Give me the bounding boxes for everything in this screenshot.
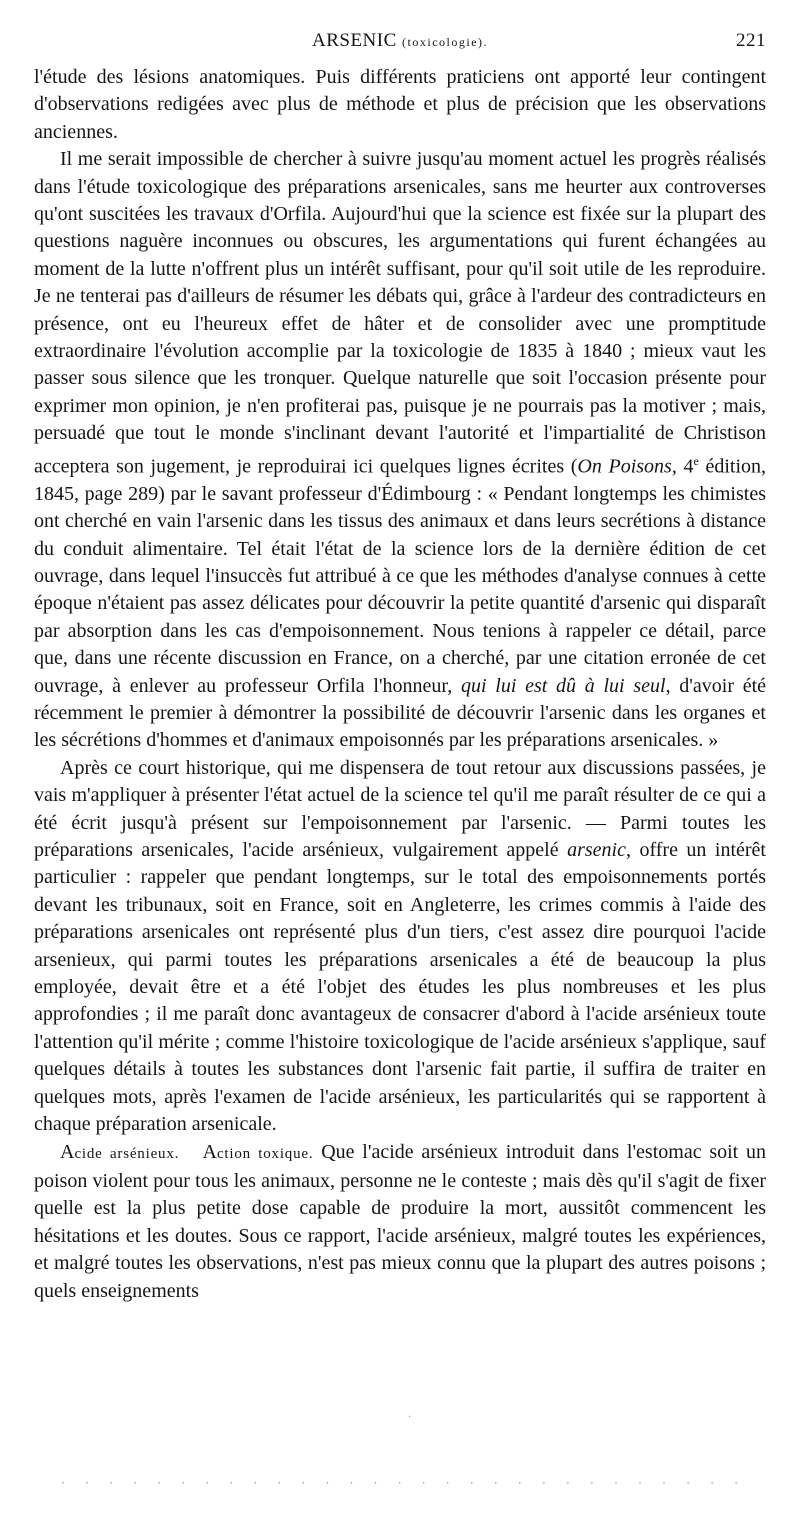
running-title xyxy=(34,30,766,52)
emphasis: qui lui est dû à lui seul xyxy=(461,674,666,697)
edition-superscript: e xyxy=(693,453,699,468)
running-title-sub: (toxicologie). xyxy=(402,35,489,49)
text-run: , 4 xyxy=(671,455,694,478)
paragraph-acide-arsenieux xyxy=(34,1139,766,1305)
body-text xyxy=(34,64,766,1305)
page-number: 221 xyxy=(736,30,766,51)
running-title-main: ARSENIC xyxy=(311,30,397,51)
paragraph-overview xyxy=(34,755,766,1139)
text-run: Après ce court historique, qui me dispensera de tout retour aux discussions passées, je vais m'appliquer à présenter l'état actuel de la science tel qu'il me paraît résulter de ce qui a été écrit jusqu'à présent sur l'empoisonnement par l'arsenic. — Parmi toutes les préparations arsenicales, l'acide arsénieux, vulgairement appelé xyxy=(34,756,766,862)
footer-dot-rule: · · · · · · · · · · · · · · · · · · · · · · · · · · · · · xyxy=(60,1478,746,1489)
text-run: Que l'acide arsénieux introduit dans l'estomac soit un poison violent pour tous les animaux, personne ne le conteste ; mais dès qu'il s'agit de fixer quelle est la plus petite dose capable de produire la mort, aussitôt commencent les hésitations et les doutes. Sous ce rapport, l'acide arsénieux, malgré toutes les expériences, et malgré toutes les observations, n'est pas mieux connu que la plupart des autres poisons ; quels enseignements xyxy=(34,1140,767,1302)
print-speck: · xyxy=(408,1412,412,1423)
heading-rest: ction toxique. xyxy=(216,1145,314,1162)
section-heading xyxy=(60,1141,179,1163)
text-run: , offre un intérêt particulier : rappeler que pendant longtemps, sur le total des empoisonnements portés devant les tribunaux, soit en France, soit en Angleterre, les crimes commis à l'aide des préparations arsenicales ont représenté plus d'un tiers, c'est assez dire pourquoi l'acide arsenieux, qui parmi toutes les préparations arsenicales a été de beaucoup la plus employée, devait être et a été l'objet des études les plus nombreuses et les plus approfondies ; il me paraît donc avantageux de consacrer d'abord à l'acide arsénieux toute l'attention qu'il mérite ; comme l'histoire toxicologique de l'acide arsénieux s'applique, sauf quelques détails à toutes les substances dont l'arsenic fait partie, il suffira de traiter en quelques mots, après l'examen de l'acide arsénieux, les particularités qui se rapportent à chaque préparation arsenicale. xyxy=(34,839,766,1136)
book-title: On Poisons xyxy=(577,455,672,478)
emphasis: arsenic xyxy=(567,839,626,862)
heading-rest: cide arsénieux. xyxy=(74,1145,180,1162)
text-run: , d'avoir été récemment le premier à démontrer la possibilité de découvrir l'arsenic dans les organes et les sécrétions d'hommes et d'animaux empoisonnés par les préparations arsenicales. » xyxy=(34,674,767,752)
paragraph-history xyxy=(34,146,766,755)
running-header xyxy=(34,30,766,56)
subsection-heading xyxy=(203,1141,314,1163)
text-run: Il me serait impossible de chercher à suivre jusqu'au moment actuel les progrès réalisés dans l'étude toxicologique des préparations arsenicales, sans me heurter aux controverses qu'ont suscitées les travaux d'Orfila. Aujourd'hui que la science est fixée sur la plupart des questions naguère inconnues ou obscures, les argumentations qui furent échangées au moment de la lutte n'offrent plus un intérêt suffisant, pour qu'il soit utile de les reproduire. Je ne tenterai pas d'ailleurs de résumer les débats qui, grâce à l'ardeur des contradicteurs en présence, ont eu l'heureux effet de hâter et de consolider avec une promptitude extraordinaire l'évolution accomplie par la toxicologie de 1835 à 1840 ; mieux vaut les passer sous silence que les tronquer. Quelque naturelle que soit l'occasion présente pour exprimer mon opinion, je n'en profiterai pas, puisque je ne pourrais pas la motiver ; mais, persuadé que tout le monde s'inclinant devant l'autorité et l'impartialité de Christison acceptera son jugement, je reproduirai ici quelques lignes écrites ( xyxy=(34,148,766,478)
paragraph-continuation: l'étude des lésions anatomiques. Puis différents praticiens ont apporté leur contingent d'observations redigées avec plus de méthode et plus de précision que les observations anciennes. xyxy=(34,66,766,143)
heading-initial: A xyxy=(202,1140,217,1163)
text-run: édition, 1845, page 289) par le savant professeur d'Édimbourg : « Pendant longtemps les chimistes ont cherché en vain l'arsenic dans les tissus des animaux et dans leurs secrétions à distance du conduit alimentaire. Tel était l'état de la science lors de la dernière édition de cet ouvrage, dans lequel l'insuccès fut attribué à ce que les méthodes d'analyse connues à cette époque n'étaient pas assez délicates pour découvrir la petite quantité d'arsenic qui disparaît par absorption dans les cas d'empoisonnement. Nous tenions à rappeler ce détail, parce que, dans une récente discussion en France, on a cherché, par une citation erronée de cet ouvrage, à enlever au professeur Orfila l'honneur, xyxy=(34,455,766,697)
heading-initial: A xyxy=(60,1140,75,1163)
